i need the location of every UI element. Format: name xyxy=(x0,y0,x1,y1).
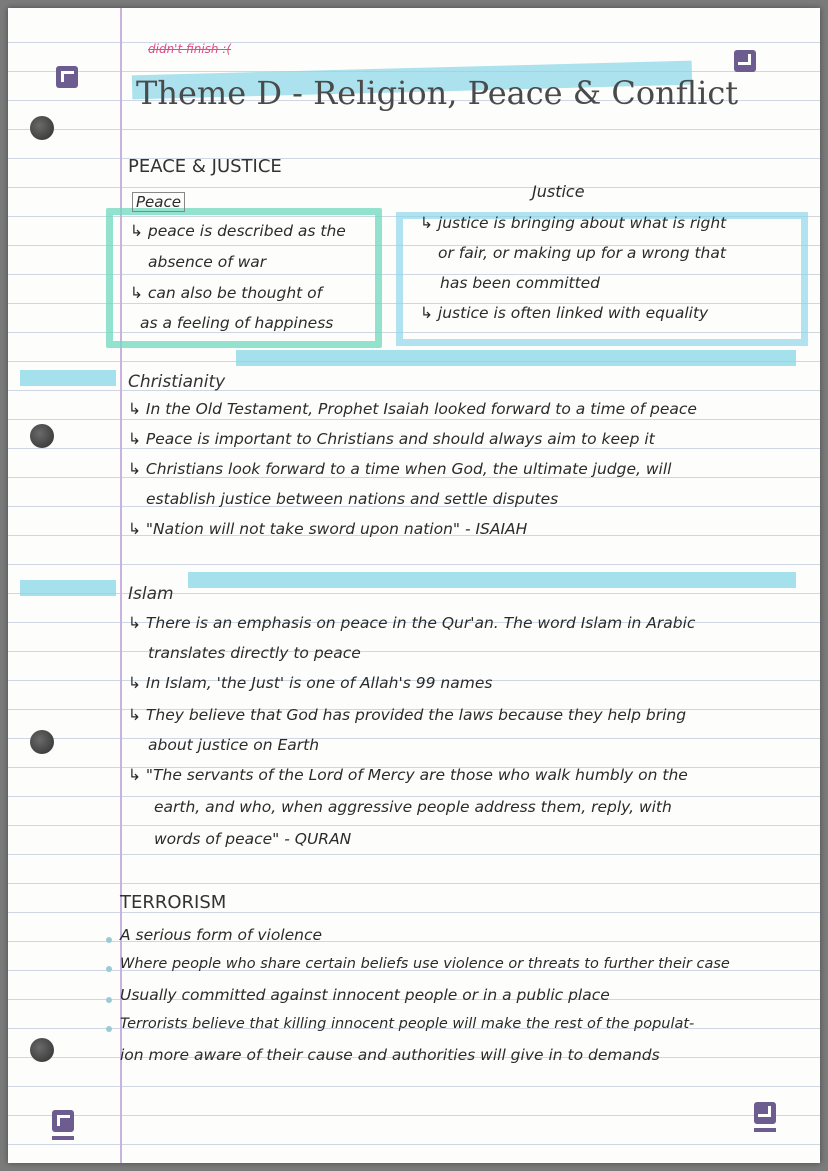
terrorism-line: Usually committed against innocent people or in a public place xyxy=(120,986,610,1004)
corner-logo-bar xyxy=(52,1136,74,1140)
punch-hole xyxy=(30,730,54,754)
islam-heading: Islam xyxy=(128,584,174,604)
terrorism-line: A serious form of violence xyxy=(120,926,323,944)
corner-logo-bar xyxy=(754,1128,776,1132)
peace-line: ↳ peace is described as the xyxy=(130,222,346,240)
islam-line: translates directly to peace xyxy=(148,644,361,662)
peace-justice-heading: PEACE & JUSTICE xyxy=(128,156,282,177)
justice-line: has been committed xyxy=(440,274,601,292)
christianity-line: ↳ In the Old Testament, Prophet Isaiah looked forward to a time of peace xyxy=(128,400,697,418)
section-band xyxy=(188,572,796,588)
christianity-line: ↳ Christians look forward to a time when God, the ultimate judge, will xyxy=(128,460,672,478)
corner-logo-icon xyxy=(52,1110,74,1132)
crossed-note: didn't finish :( xyxy=(148,42,232,56)
bullet-dot xyxy=(106,1026,112,1032)
section-band xyxy=(236,350,796,366)
punch-hole xyxy=(30,116,54,140)
bullet-dot xyxy=(106,966,112,972)
section-band xyxy=(20,580,116,596)
christianity-line: ↳ Peace is important to Christians and should always aim to keep it xyxy=(128,430,655,448)
peace-label: Peace xyxy=(132,192,185,212)
islam-line: ↳ They believe that God has provided the laws because they help bring xyxy=(128,706,687,724)
notebook-page xyxy=(8,8,820,1163)
peace-line: as a feeling of happiness xyxy=(140,314,334,332)
section-band xyxy=(20,370,116,386)
christianity-line: ↳ "Nation will not take sword upon nation" - ISAIAH xyxy=(128,520,528,538)
peace-line: absence of war xyxy=(148,253,267,271)
terrorism-line: ion more aware of their cause and authorities will give in to demands xyxy=(120,1046,660,1064)
islam-line: ↳ There is an emphasis on peace in the Qur'an. The word Islam in Arabic xyxy=(128,614,696,632)
islam-line: ↳ "The servants of the Lord of Mercy are those who walk humbly on the xyxy=(128,766,688,784)
corner-logo-icon xyxy=(754,1102,776,1124)
justice-line: ↳ justice is bringing about what is right xyxy=(420,214,727,232)
corner-square-icon xyxy=(734,50,756,72)
peace-line: ↳ can also be thought of xyxy=(130,284,323,302)
justice-line: or fair, or making up for a wrong that xyxy=(438,244,726,262)
justice-label: Justice xyxy=(532,182,585,201)
terrorism-line: Terrorists believe that killing innocent people will make the rest of the populat- xyxy=(120,1016,695,1032)
islam-line: about justice on Earth xyxy=(148,736,320,754)
christianity-line: establish justice between nations and settle disputes xyxy=(146,490,559,508)
bullet-dot xyxy=(106,937,112,943)
christianity-heading: Christianity xyxy=(128,372,226,392)
justice-line: ↳ justice is often linked with equality xyxy=(420,304,709,322)
islam-line: words of peace" - QURAN xyxy=(154,830,352,848)
bullet-dot xyxy=(106,997,112,1003)
punch-hole xyxy=(30,1038,54,1062)
punch-hole xyxy=(30,424,54,448)
islam-line: earth, and who, when aggressive people address them, reply, with xyxy=(154,798,672,816)
terrorism-heading: TERRORISM xyxy=(120,892,227,913)
corner-square-icon xyxy=(56,66,78,88)
page-title: Theme D - Religion, Peace & Conflict xyxy=(136,74,739,112)
islam-line: ↳ In Islam, 'the Just' is one of Allah's 99 names xyxy=(128,674,493,692)
terrorism-line: Where people who share certain beliefs use violence or threats to further their case xyxy=(120,956,730,972)
